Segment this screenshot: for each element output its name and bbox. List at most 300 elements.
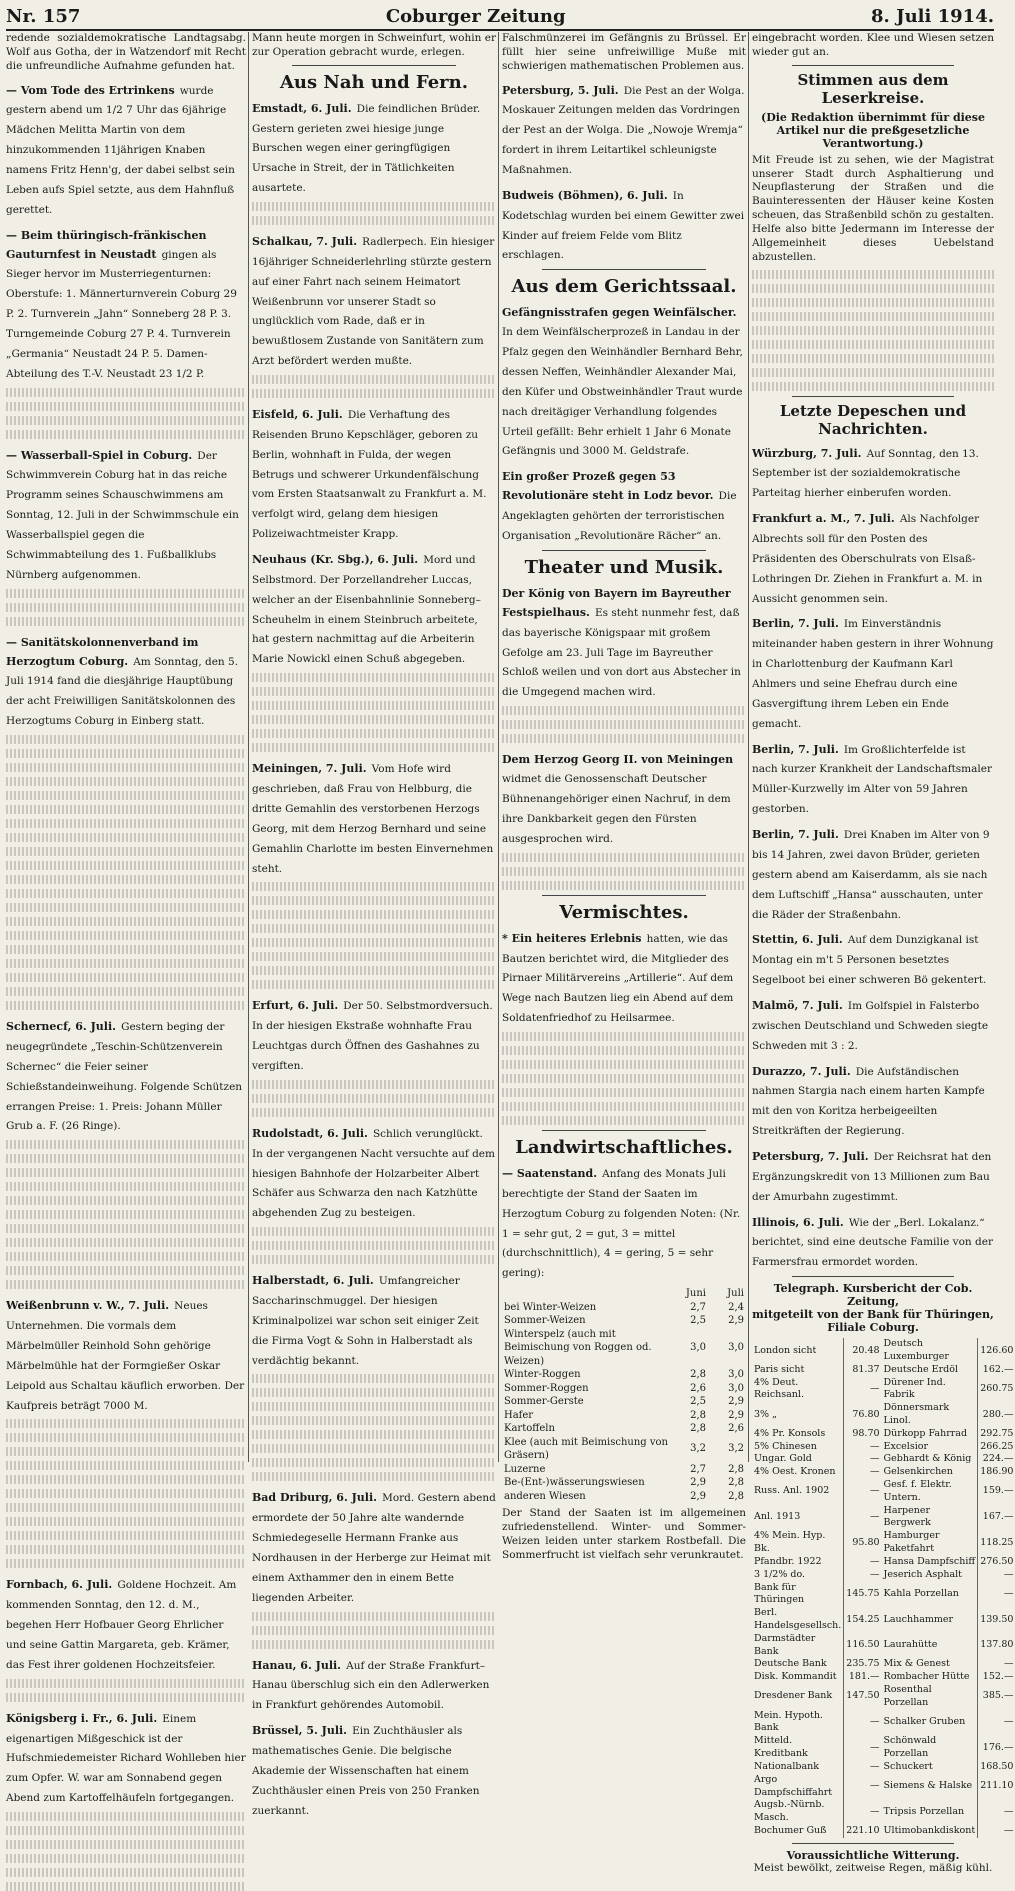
column-header: Juni <box>685 1288 706 1300</box>
value-july: 3,2 <box>728 1443 744 1455</box>
table-row <box>502 1436 746 1463</box>
security-name: Rombacher Hütte <box>883 1671 970 1683</box>
weather-title: Voraussichtliche Witterung. <box>786 1848 960 1862</box>
value-july: 2,9 <box>728 1396 744 1408</box>
article-body: Mord. Gestern abend ermordete der 50 Jahre alte wandernde Schmiedegeselle Hermann Franke aus Nordhausen in der Herberge zur Heimat mit einem Axthammer den in einem Bette liegenden Arbeiter. <box>252 1492 496 1604</box>
security-price: 139.50 <box>978 1607 1015 1633</box>
section-heading-misc: Vermischtes. <box>559 901 689 923</box>
article-headline: Brüssel, 5. Juli. <box>252 1724 348 1738</box>
security-price: 186.90 <box>978 1466 1015 1479</box>
article-headline: Schernecf, 6. Juli. <box>6 1020 116 1034</box>
article-body: Ein Zuchthäusler als mathematisches Genie. Die belgische Akademie der Wissenschaften hat einem Zuchthäusler einen Preis von 250 Franken zuerkannt. <box>252 1725 480 1817</box>
security-name: Darmstädter Bank <box>754 1632 816 1657</box>
article-body: widmet die Genossenschaft Deutscher Bühnenangehöriger einen Nachruf, in dem ihre Dankbarkeit gegen den Fürsten ausgesprochen wird. <box>502 773 731 845</box>
security-name: Hansa Dampfschiff <box>883 1555 976 1567</box>
article <box>252 97 496 196</box>
article-body: Die Angeklagten gehörten der terroristischen Organisation „Revolutionäre Rächer“ an. <box>502 490 737 543</box>
article <box>502 184 746 263</box>
text-filler <box>6 1812 246 1891</box>
article-headline: Erfurt, 6. Juli. <box>252 999 339 1013</box>
article <box>502 301 746 459</box>
table-row <box>502 1476 746 1490</box>
article-headline: Frankfurt a. M., 7. Juli. <box>752 512 895 526</box>
security-price: 98.70 <box>844 1428 882 1441</box>
security-price: — <box>844 1441 882 1454</box>
editorial-note: (Die Redaktion übernimmt für diese Artikel nur die preßgesetzliche Verantwortung.) <box>760 110 986 150</box>
crop-label: Luzerne <box>504 1463 546 1475</box>
article-body: Im Großlichterfelde ist nach kurzer Krankheit der Landschaftsmaler Müller-Kurzwelly im Alter von 59 Jahren gestorben. <box>752 743 992 816</box>
article-headline: — Sanitätskolonnenverband im Herzogtum Coburg. <box>6 635 199 668</box>
article-headline: — Beim thüringisch-fränkischen Gauturnfest in Neustadt <box>6 228 207 261</box>
article-headline: — Vom Tode des Ertrinkens <box>6 83 175 97</box>
security-name: Deutsche Bank <box>754 1658 827 1670</box>
security-price: — <box>978 1658 1015 1671</box>
crop-label: Winter-Roggen <box>504 1369 581 1381</box>
table-row <box>752 1607 1015 1633</box>
column-divider <box>498 32 499 1462</box>
security-name: Tripsis Porzellan <box>883 1805 965 1817</box>
crop-label: Klee (auch mit Beimischung von Gräsern) <box>504 1436 668 1462</box>
article-headline: Emstadt, 6. Juli. <box>252 101 352 115</box>
text-filler <box>6 735 246 1010</box>
article-headline: Würzburg, 7. Juli. <box>752 446 862 460</box>
security-price: 118.25 <box>978 1530 1015 1556</box>
article-body: wurde gestern abend um 1/2 7 Uhr das 6jährige Mädchen Melitta Martin von dem hinzukommenden 11jährigen Knaben namens Fritz Henn'g, der dabei selbst sein Leben aufs Spiel setzte, aus dem Hahnfluß gerettet. <box>6 84 235 216</box>
text-filler <box>252 1612 496 1649</box>
security-price: 260.75 <box>978 1377 1015 1403</box>
value-june: 2,7 <box>690 1463 706 1475</box>
article-body: Mit Freude ist zu sehen, wie der Magistrat unserer Stadt durch Asphaltierung und Neupflasterung der Straßen und die Bauinteressenten der Häuser keine Kosten scheuen, das Straßenbild schön zu gestalten. Helfe also bitte Jedermann im Interesse der Allgemeinheit dieses Uebelstand abzustellen. <box>752 153 994 263</box>
article-body: Gestern beging der neugegründete „Teschin-Schützenverein Schernec“ die Feier seiner Schießstandeinweihung. Folgende Schützen errangen Preise: 1. Preis: Johann Müller Grub a. F. (26 Ringe). <box>6 1021 243 1133</box>
stock-quote-table <box>752 1338 1015 1838</box>
security-name: Disk. Kommandit <box>754 1671 837 1683</box>
article-headline: Berlin, 7. Juli. <box>752 617 839 631</box>
security-name: Kahla Porzellan <box>883 1587 959 1599</box>
security-name: Ungar. Gold <box>754 1453 812 1465</box>
stock-report-title: Telegraph. Kursbericht der Cob. Zeitung, <box>773 1282 973 1309</box>
section-divider <box>542 550 706 551</box>
table-row <box>752 1633 1015 1659</box>
section-heading-news: Letzte Depeschen und Nachrichten. <box>779 401 967 438</box>
table-row <box>502 1368 746 1382</box>
article-body: Goldene Hochzeit. Am kommenden Sonntag, den 12. d. M., begehen Herr Hofbauer Georg Ehrlicher und seine Gattin Margareta, geb. Krämer, das Fest ihrer goldenen Hochzeitsfeier. <box>6 1579 237 1671</box>
column-3 <box>502 32 746 1561</box>
security-price: — <box>978 1569 1015 1582</box>
table-row <box>752 1671 1015 1684</box>
article <box>6 1015 246 1134</box>
article <box>252 1122 496 1221</box>
security-price: — <box>844 1735 882 1761</box>
table-row <box>752 1377 1015 1403</box>
issue-number: Nr. 157 <box>6 5 81 27</box>
text-filler <box>6 1419 246 1568</box>
table-row <box>752 1453 1015 1466</box>
table-row <box>752 1761 1015 1774</box>
security-price: 95.80 <box>844 1530 882 1556</box>
security-name: Gebhardt & König <box>883 1453 972 1465</box>
security-price: 176.— <box>978 1735 1015 1761</box>
table-row <box>752 1799 1015 1825</box>
value-july: 3,0 <box>728 1369 744 1381</box>
article-headline: Berlin, 7. Juli. <box>752 828 839 842</box>
text-filler <box>252 202 496 225</box>
table-row <box>752 1530 1015 1556</box>
security-price: — <box>844 1761 882 1774</box>
security-name: Mitteld. Kreditbank <box>754 1735 808 1760</box>
crop-label: Sommer-Gerste <box>504 1396 584 1408</box>
article <box>6 79 246 218</box>
article <box>502 748 746 846</box>
security-price: 266.25 <box>978 1441 1015 1454</box>
security-name: Russ. Anl. 1902 <box>754 1485 830 1497</box>
text-filler <box>252 882 496 989</box>
article <box>752 507 994 606</box>
section-divider <box>792 396 954 397</box>
security-price: 224.— <box>978 1453 1015 1466</box>
crop-label: Winterspelz (auch mit Beimischung von Roggen od. Weizen) <box>504 1328 652 1367</box>
article-body: Der Stand der Saaten ist im allgemeinen zufriedenstellend. Winter- und Sommer-Weizen leiden unter starkem Rostbefall. Die Sommerfrucht ist vielfach sehr verunkrautet. <box>502 1507 746 1561</box>
table-row <box>752 1710 1015 1736</box>
value-july: 2,6 <box>728 1423 744 1435</box>
article-headline: Dem Herzog Georg II. von Meiningen <box>502 753 734 767</box>
table-row <box>752 1441 1015 1454</box>
security-name: Berl. Handelsgesellsch. <box>754 1607 842 1631</box>
security-name: Siemens & Halske <box>883 1780 973 1792</box>
security-name: Schuckert <box>883 1760 933 1772</box>
value-july: 2,8 <box>728 1463 744 1475</box>
security-name: Jeserich Asphalt <box>883 1568 962 1580</box>
value-july: 3,0 <box>728 1342 744 1354</box>
table-row <box>752 1556 1015 1569</box>
section-heading-letters: Stimmen aus dem Leserkreise. <box>797 70 949 107</box>
security-price: 280.— <box>978 1402 1015 1428</box>
article <box>752 994 994 1054</box>
article <box>6 444 246 583</box>
article-headline: Königsberg i. Fr., 6. Juli. <box>6 1711 158 1725</box>
value-june: 3,2 <box>690 1443 706 1455</box>
value-june: 2,8 <box>690 1409 706 1421</box>
security-price: 126.60 <box>978 1338 1015 1364</box>
table-row <box>502 1314 746 1328</box>
security-price: — <box>844 1556 882 1569</box>
security-name: Deutsch Luxemburger <box>883 1338 949 1362</box>
security-price: — <box>978 1799 1015 1825</box>
column-2 <box>252 32 496 1817</box>
article-headline: — Saatenstand. <box>502 1166 598 1180</box>
security-name: 3% „ <box>754 1408 778 1420</box>
table-row <box>752 1569 1015 1582</box>
article <box>6 224 246 382</box>
newspaper-title: Coburger Zeitung <box>385 5 566 27</box>
security-price: 162.— <box>978 1364 1015 1377</box>
security-name: Gesf. f. Elektr. Untern. <box>883 1479 952 1503</box>
security-price: — <box>844 1479 882 1505</box>
article <box>252 548 496 667</box>
article-body: Es steht nunmehr fest, daß das bayerische Königspaar mit großem Gefolge am 23. Juli Tage im Bayreuther Schloß weilen und von dort aus Abstecher in die Umgegend machen wird. <box>502 606 741 699</box>
article <box>752 442 994 502</box>
security-name: Paris sicht <box>754 1363 805 1375</box>
security-price: — <box>844 1774 882 1800</box>
article <box>252 1269 496 1368</box>
security-name: Lauchhammer <box>883 1613 954 1625</box>
security-name: Deutsche Erdöl <box>883 1363 958 1375</box>
security-price: 159.— <box>978 1479 1015 1505</box>
article-body: Auf dem Dunzigkanal ist Montag ein m't 5 Personen besetztes Segelboot bei einer schweren Bö gekentert. <box>752 934 987 987</box>
column-divider <box>748 32 749 1462</box>
article-body: Der Schwimmverein Coburg hat in das reiche Programm seines Schauschwimmens am Sonntag, 12. Juli in der Schwimmschule ein Wasserballspiel gegen die Schwimmabteilung des 1. Fußballklubs Nürnberg aufgenommen. <box>6 449 239 581</box>
security-price: 167.— <box>978 1505 1015 1531</box>
security-price: 181.— <box>844 1671 882 1684</box>
article-body: Die feindlichen Brüder. Gestern gerieten zwei hiesige junge Burschen wegen einer geringfügigen Ursache in Streit, der in Tätlichkeiten ausartete. <box>252 102 481 195</box>
section-divider <box>792 1276 954 1277</box>
article <box>752 612 994 731</box>
article-body: Auf der Straße Frankfurt–Hanau überschlug sich ein den Adlerwerken in Frankfurt gehörendes Automobil. <box>252 1659 490 1712</box>
section-divider <box>542 895 706 896</box>
value-july: 2,8 <box>728 1477 744 1489</box>
table-row <box>752 1428 1015 1441</box>
security-price: 147.50 <box>844 1684 882 1710</box>
article <box>752 1060 994 1139</box>
article-headline: Meiningen, 7. Juli. <box>252 762 367 776</box>
security-price: 81.37 <box>844 1364 882 1377</box>
security-name: Hamburger Paketfahrt <box>883 1530 940 1555</box>
crop-label: Sommer-Roggen <box>504 1382 589 1394</box>
security-price: 20.48 <box>844 1338 882 1364</box>
security-price: — <box>844 1710 882 1736</box>
security-name: London sicht <box>754 1344 817 1356</box>
security-name: Schalker Gruben <box>883 1716 966 1728</box>
value-june: 2,7 <box>690 1301 706 1313</box>
security-price: — <box>844 1453 882 1466</box>
table-row <box>752 1466 1015 1479</box>
article-body: Der 50. Selbstmordversuch. In der hiesigen Ekstraße wohnhafte Frau Leuchtgas durch Öffnen des Gashahnes zu vergiften. <box>252 1000 493 1072</box>
article <box>252 1719 496 1818</box>
security-price: — <box>978 1710 1015 1736</box>
security-price: 152.— <box>978 1671 1015 1684</box>
article-headline: Neuhaus (Kr. Sbg.), 6. Juli. <box>252 553 419 567</box>
article-headline: Malmö, 7. Juli. <box>752 998 843 1012</box>
article <box>752 928 994 988</box>
stock-report-subtitle: mitgeteilt von der Bank für Thüringen, Filiale Coburg. <box>752 1308 994 1335</box>
article <box>6 1294 246 1413</box>
table-row <box>502 1395 746 1409</box>
article-body: Am Sonntag, den 5. Juli 1914 fand die diesjährige Hauptübung der acht Freiwilligen Sanitätskolonnen des Herzogtums Coburg in Einberg statt. <box>6 655 239 728</box>
table-row <box>502 1422 746 1436</box>
section-divider <box>542 1130 706 1131</box>
security-name: Nationalbank <box>754 1760 819 1772</box>
security-name: 4% Deut. Reichsanl. <box>754 1376 804 1401</box>
security-price: — <box>844 1505 882 1531</box>
security-price: 137.80 <box>978 1633 1015 1659</box>
column-1 <box>6 32 246 1805</box>
value-june: 3,0 <box>690 1342 706 1354</box>
article-headline: Durazzo, 7. Juli. <box>752 1064 851 1078</box>
article-headline: Hanau, 6. Juli. <box>252 1658 342 1672</box>
text-filler <box>252 1227 496 1264</box>
article <box>252 230 496 369</box>
article-headline: Halberstadt, 6. Juli. <box>252 1274 374 1288</box>
column-header: Juli <box>727 1288 744 1300</box>
table-row <box>752 1338 1015 1364</box>
security-price: 168.50 <box>978 1761 1015 1774</box>
table-row <box>752 1825 1015 1838</box>
security-name: Laurahütte <box>883 1639 938 1651</box>
table-row <box>752 1364 1015 1377</box>
table-row <box>752 1582 1015 1608</box>
security-price: — <box>844 1466 882 1479</box>
security-name: 3 1/2% do. <box>754 1568 806 1580</box>
value-june: 2,9 <box>690 1490 706 1502</box>
value-july: 2,4 <box>728 1301 744 1313</box>
article-body: Im Golfspiel in Falsterbo zwischen Deutschland und Schweden siegte Schweden mit 3 : 2. <box>752 999 989 1052</box>
article <box>252 1654 496 1714</box>
security-name: Schönwald Porzellan <box>883 1735 937 1760</box>
article <box>252 403 496 542</box>
text-filler <box>252 375 496 398</box>
security-name: Rosenthal Porzellan <box>883 1684 932 1708</box>
article-headline: Illinois, 6. Juli. <box>752 1215 844 1229</box>
security-price: 116.50 <box>844 1633 882 1659</box>
security-name: Bochumer Guß <box>754 1824 827 1836</box>
article-headline: Rudolstadt, 6. Juli. <box>252 1126 368 1140</box>
masthead <box>6 4 994 28</box>
value-june: 2,8 <box>690 1369 706 1381</box>
article-continuation: Falschmünzerei im Gefängnis zu Brüssel. Er füllt hier seine unfreiwillige Muße mit schwierigen mathematischen Problemen aus. <box>502 32 746 72</box>
security-name: Augsb.-Nürnb. Masch. <box>754 1799 825 1824</box>
article-body: hatten, wie das Bautzen berichtet wird, die Mitglieder des Pirnaer Militärvereins „Artillerie“. Auf dem Wege nach Bautzen lieg ein Abend auf dem Soldatenfriedhof zu Heilsarmee. <box>502 932 734 1025</box>
article <box>752 1145 994 1205</box>
table-row <box>752 1402 1015 1428</box>
article-body: Drei Knaben im Alter von 9 bis 14 Jahren, zwei davon Brüder, gerieten gestern abend am Kaiserdamm, als sie nach dem Luftschiff „Hansa“ ausschauten, unter die Räder der Straßenbahn. <box>752 829 990 921</box>
section-divider <box>542 269 706 270</box>
security-price: 276.50 <box>978 1556 1015 1569</box>
value-june: 2,5 <box>690 1396 706 1408</box>
article-headline: — Wasserball-Spiel in Coburg. <box>6 448 193 462</box>
article-body: Auf Sonntag, den 13. September ist der sozialdemokratische Parteitag hierher einberufen worden. <box>752 447 979 500</box>
crop-label: Sommer-Weizen <box>504 1315 586 1327</box>
text-filler <box>502 1032 746 1125</box>
article-body: gingen als Sieger hervor im Musterriegenturnen: Oberstufe: 1. Männerturnverein Coburg 29 P. 2. Turnverein „Jahn“ Sonneberg 28 P. 3. Turngemeinde Coburg 27 P. 4. Turnverein „Germania“ Neustadt 24 P. 5. Damen-Abteilung des T.-V. Neustadt 23 1/2 P. <box>6 248 237 380</box>
crop-label: Kartoffeln <box>504 1423 555 1435</box>
text-filler <box>6 388 246 439</box>
article-headline: Budweis (Böhmen), 6. Juli. <box>502 188 668 202</box>
security-name: Harpener Bergwerk <box>883 1504 931 1529</box>
article-headline: Gefängnisstrafen gegen Weinfälscher. <box>502 306 737 320</box>
security-name: Dürkopp Fahrrad <box>883 1427 968 1439</box>
weather-forecast: Meist bewölkt, zeitweise Regen, mäßig kühl. <box>753 1861 993 1874</box>
article-body: Mord und Selbstmord. Der Porzellandreher Luccas, welcher an der Eisenbahnlinie Sonneberg–Scheuhelm in einem Steinbruch arbeitete, hat gestern nachmittag auf die Arbeiterin Marie Nowickl einen Schuß abgegeben. <box>252 554 481 666</box>
article <box>252 757 496 876</box>
article <box>6 631 246 729</box>
security-price: — <box>978 1582 1015 1608</box>
crop-status-table <box>502 1287 746 1503</box>
security-name: Mein. Hypoth. Bank <box>754 1709 823 1734</box>
security-price: 145.75 <box>844 1582 882 1608</box>
security-name: 4% Mein. Hyp. Bk. <box>754 1530 826 1555</box>
section-heading-agriculture: Landwirtschaftliches. <box>515 1136 733 1158</box>
article-body: Der Reichsrat hat den Ergänzungskredit von 13 Millionen zum Bau der Amurbahn zugestimmt. <box>752 1150 992 1203</box>
article <box>252 1486 496 1605</box>
table-row <box>752 1735 1015 1761</box>
security-name: 4% Oest. Kronen <box>754 1466 836 1478</box>
table-row <box>502 1463 746 1477</box>
article-continuation: eingebracht worden. Klee und Wiesen setzen wieder gut an. <box>752 32 994 58</box>
text-filler <box>752 270 994 391</box>
security-price: 211.10 <box>978 1774 1015 1800</box>
text-filler <box>252 673 496 752</box>
article <box>6 1573 246 1672</box>
article <box>502 465 746 544</box>
security-name: Argo Dampfschiffahrt <box>754 1773 833 1798</box>
article-body: Neues Unternehmen. Die vormals dem Märbelmüller Reinhold Sohn gehörige Märbelmühle hat der Formgießer Oskar Leipold aus Schaltau käuflich erworben. Der Kaufpreis beträgt 7000 M. <box>6 1300 245 1412</box>
text-filler <box>6 1140 246 1289</box>
article-body: Die Verhaftung des Reisenden Bruno Kepschläger, geboren zu Berlin, wohnhaft in Fulda, der wegen Betrugs und schwerer Urkundenfälschung vom Ersten Staatsanwalt zu Frankfurt a. M. verfolgt wird, gelang dem hiesigen Polizeiwachtmeister Krapp. <box>252 409 487 541</box>
article-body: Einem eigenartigen Mißgeschick ist der Hufschmiedemeister Richard Wohlleben hier zum Opfer. W. war am Sonnabend gegen Abend zum Kartoffelhäufeln fortgegangen. <box>6 1712 246 1805</box>
security-price: 154.25 <box>844 1607 882 1633</box>
article <box>502 1162 746 1281</box>
security-price: — <box>978 1825 1015 1838</box>
article-headline: Berlin, 7. Juli. <box>752 742 839 756</box>
article-body: Schlich verunglückt. In der vergangenen Nacht versuchte auf dem hiesigen Bahnhofe der Holzarbeiter Albert Schäfer aus Schwarza den nach Katzhütte abgehenden Zug zu besteigen. <box>252 1127 495 1220</box>
article-headline: Weißenbrunn v. W., 7. Juli. <box>6 1299 170 1313</box>
value-june: 2,5 <box>690 1315 706 1327</box>
security-name: Pfandbr. 1922 <box>754 1555 822 1567</box>
security-price: — <box>844 1377 882 1403</box>
table-row <box>752 1774 1015 1800</box>
value-june: 2,6 <box>690 1382 706 1394</box>
article-body: Anfang des Monats Juli berechtigte der Stand der Saaten im Herzogtum Coburg zu folgenden Noten: (Nr. 1 = sehr gut, 2 = gut, 3 = mittel (durchschnittlich), 4 = gering, 5 = sehr gering): <box>502 1167 741 1280</box>
section-divider <box>792 65 954 66</box>
text-filler <box>6 1679 246 1702</box>
issue-date: 8. Juli 1914. <box>871 5 994 27</box>
article <box>752 1211 994 1271</box>
text-filler <box>502 706 746 743</box>
security-name: Gelsenkirchen <box>883 1466 953 1478</box>
article-body: Vom Hofe wird geschrieben, daß Frau von Helbburg, die dritte Gemahlin des verstorbenen Herzogs Georg, mit dem Herzog Bernhard und seine Gemahlin Charlotte im besten Einvernehmen steht. <box>252 763 494 875</box>
article-body: Im Einverständnis miteinander haben gestern in ihrer Wohnung in Charlottenburg der Kaufmann Karl Ahlmers und seine Ehefrau durch eine Gasvergiftung ihrem Leben ein Ende gemacht. <box>752 618 994 730</box>
article <box>252 994 496 1073</box>
value-july: 3,0 <box>728 1382 744 1394</box>
article-headline: Bad Driburg, 6. Juli. <box>252 1491 377 1505</box>
security-name: Dönnersmark Linol. <box>883 1402 950 1426</box>
value-july: 2,9 <box>728 1409 744 1421</box>
security-price: — <box>844 1799 882 1825</box>
security-name: Excelsior <box>883 1440 928 1452</box>
table-header-row <box>502 1287 746 1301</box>
article-body: In Kodetschlag wurden bei einem Gewitter zwei Kinder auf freiem Felde vom Blitz erschlagen. <box>502 189 745 262</box>
section-divider <box>292 65 456 66</box>
security-name: Dresdener Bank <box>754 1690 833 1702</box>
table-row <box>752 1658 1015 1671</box>
value-july: 2,8 <box>728 1490 744 1502</box>
article-body: Radlerpech. Ein hiesiger 16jähriger Schneiderlehrling stürzte gestern auf einer Fahrt nach seinem Heimatort Weißenbrunn vor unserer Stadt so unglücklich vom Rade, daß er in bewußtlosem Zustande von Sanitätern zum Arzt befördert werden mußte. <box>252 236 495 368</box>
value-july: 2,9 <box>728 1315 744 1327</box>
article-headline: Der König von Bayern im Bayreuther Festspielhaus. <box>502 586 731 619</box>
crop-label: bei Winter-Weizen <box>504 1301 597 1313</box>
article-body: Die Pest an der Wolga. Moskauer Zeitungen melden das Vordringen der Pest an der Wolga. Die „Nowoje Wremja“ fordert in ihrem Leitartikel schleunigste Maßnahmen. <box>502 84 745 177</box>
text-filler <box>252 1374 496 1481</box>
header-rule <box>6 29 994 31</box>
article-headline: Petersburg, 5. Juli. <box>502 83 619 97</box>
security-name: Anl. 1913 <box>754 1511 801 1523</box>
table-row <box>752 1684 1015 1710</box>
article-continuation: redende sozialdemokratische Landtagsabg. Wolf aus Gotha, der in Watzendorf mit Recht die unfreundliche Aufnahme gefunden hat. <box>6 32 246 72</box>
column-4 <box>752 32 1014 1874</box>
section-divider <box>792 1843 954 1844</box>
table-row <box>502 1490 746 1504</box>
security-name: Bank für Thüringen <box>754 1581 805 1606</box>
article <box>752 823 994 922</box>
